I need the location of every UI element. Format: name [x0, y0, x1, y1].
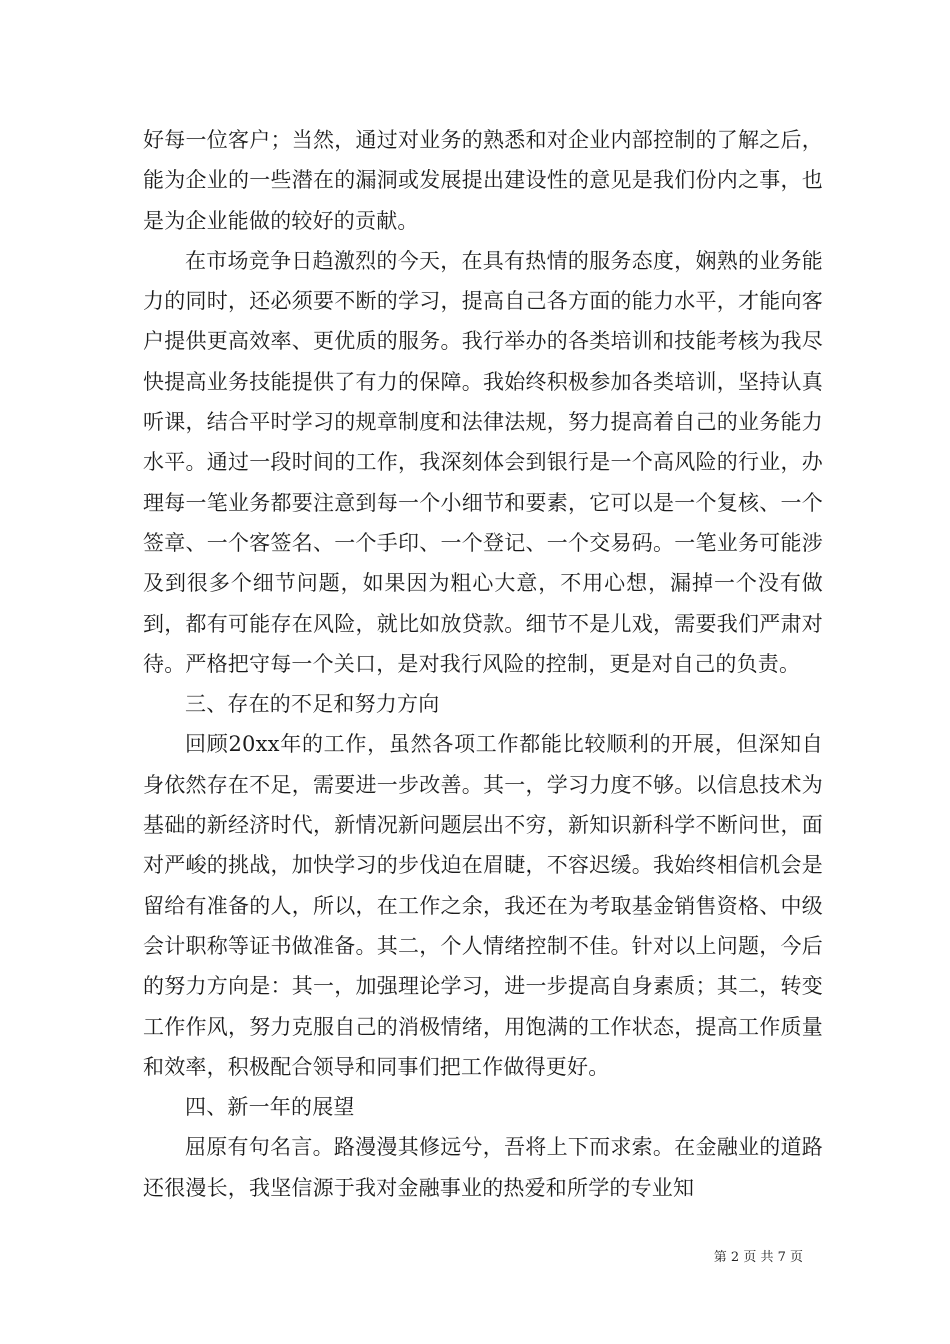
- page-number-footer: 第 2 页 共 7 页: [713, 1250, 803, 1265]
- paragraph-continuation: 好每一位客户；当然，通过对业务的熟悉和对企业内部控制的了解之后，能为企业的一些潜在的漏洞或发展提出建设性的意见是我们份内之事，也是为企业能做的较好的贡献。: [143, 128, 823, 233]
- paragraph-outlook: 屈原有句名言。路漫漫其修远兮，吾将上下而求索。在金融业的道路还很漫长，我坚信源于我对金融事业的热爱和所学的专业知: [143, 1135, 823, 1200]
- section-heading-outlook: 四、新一年的展望: [185, 1095, 355, 1120]
- paragraph-training: 在市场竞争日趋激烈的今天，在具有热情的服务态度，娴熟的业务能力的同时，还必须要不断的学习，提高自己各方面的能力水平，才能向客户提供更高效率、更优质的服务。我行举办的各类培训和技能考核为我尽快提高业务技能提供了有力的保障。我始终积极参加各类培训，坚持认真听课，结合平时学习的规章制度和法律法规，努力提高着自己的业务能力水平。通过一段时间的工作，我深刻体会到银行是一个高风险的行业，办理每一笔业务都要注意到每一个小细节和要素，它可以是一个复核、一个签章、一个客签名、一个手印、一个登记、一个交易码。一笔业务可能涉及到很多个细节问题，如果因为粗心大意，不用心想，漏掉一个没有做到，都有可能存在风险，就比如放贷款。细节不是儿戏，需要我们严肃对待。严格把守每一个关口，是对我行风险的控制，更是对自己的负责。: [143, 248, 823, 676]
- section-heading-shortcomings: 三、存在的不足和努力方向: [185, 692, 440, 717]
- document-body: [143, 120, 823, 1208]
- paragraph-review: 回顾20xx年的工作，虽然各项工作都能比较顺利的开展，但深知自身依然存在不足，需要进一步改善。其一，学习力度不够。以信息技术为基础的新经济时代，新情况新问题层出不穷，新知识新科学不断问世，面对严峻的挑战，加快学习的步伐迫在眉睫，不容迟缓。我始终相信机会是留给有准备的人，所以，在工作之余，我还在为考取基金销售资格、中级会计职称等证书做准备。其二，个人情绪控制不佳。针对以上问题，今后的努力方向是：其一，加强理论学习，进一步提高自身素质；其二，转变工作作风，努力克服自己的消极情绪，用饱满的工作状态，提高工作质量和效率，积极配合领导和同事们把工作做得更好。: [143, 732, 823, 1079]
